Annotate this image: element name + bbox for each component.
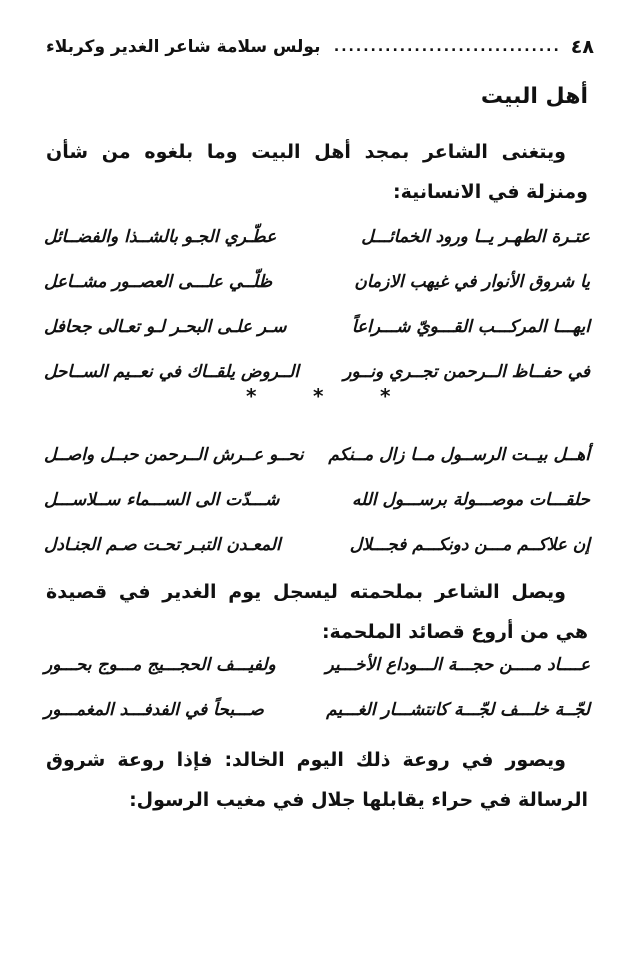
- section-heading: أهل البيت: [480, 84, 588, 109]
- verse-second-hemistich: ولفيـــف الحجـــيج مـــوج بحـــور: [44, 654, 276, 675]
- verse-first-hemistich: أهــل بيــت الرســول مــا زال مــنكم: [328, 444, 590, 465]
- verse-line: [44, 642, 590, 687]
- verse-second-hemistich: عطّـري الجـو بالشــذا والفضــائل: [44, 226, 277, 247]
- star-separator: [0, 384, 640, 410]
- verse-second-hemistich: ظلّــي علـــى العصــور مشــاعل: [44, 271, 273, 292]
- separator-star: *: [380, 384, 391, 408]
- verse-line: [44, 477, 590, 522]
- verse-second-hemistich: نحــو عــرش الــرحمن حبــل واصــل: [44, 444, 304, 465]
- paragraph-ghadir: [46, 572, 588, 652]
- paragraph-farewell: [46, 740, 588, 820]
- paragraph-intro: [46, 132, 588, 212]
- separator-star: *: [313, 384, 324, 408]
- verse-line: [44, 522, 590, 567]
- verse-second-hemistich: المعـدن التبـر تحـت صـم الجنـادل: [44, 534, 281, 555]
- verse-second-hemistich: الــروض يلقــاك في نعــيم الســاحل: [44, 361, 300, 382]
- verse-block-3: [44, 642, 590, 732]
- verse-line: [44, 304, 590, 349]
- verse-second-hemistich: سـر علـى البحـر لـو تعـالى جحافل: [44, 316, 287, 337]
- verse-first-hemistich: حلقـــات موصـــولة برســـول الله: [351, 489, 590, 510]
- page-header: [46, 30, 594, 64]
- page-number: ٤٨: [570, 36, 594, 58]
- verse-line: [44, 259, 590, 304]
- verse-second-hemistich: شـــدّت الى الســـماء ســلاســـل: [44, 489, 280, 510]
- verse-line: [44, 687, 590, 732]
- verse-block-2: [44, 432, 590, 567]
- header-leader-dots: ...............................: [333, 39, 561, 55]
- paragraph-text: ويصل الشاعر بملحمته ليسجل يوم الغدير في قصيدة هي من أروع قصائد الملحمة:: [46, 581, 588, 643]
- separator-star: *: [246, 384, 257, 408]
- paragraph-text: ويتغنى الشاعر بمجد أهل البيت وما بلغوه من شأن ومنزلة في الانسانية:: [46, 141, 588, 203]
- verse-first-hemistich: ايهـــا المركـــب القـــويّ شـــراعاً: [351, 316, 590, 337]
- verse-block-1: [44, 214, 590, 394]
- verse-first-hemistich: في حفــاظ الــرحمن تجــري ونــور: [343, 361, 590, 382]
- verse-first-hemistich: عتـرة الطهـر يــا ورود الخمائـــل: [361, 226, 590, 247]
- verse-line: [44, 432, 590, 477]
- paragraph-text: ويصور في روعة ذلك اليوم الخالد: فإذا روعة شروق الرسالة في حراء يقابلها جلال في مغيب الرسول:: [46, 749, 588, 811]
- verse-first-hemistich: يا شروق الأنوار في غيهب الازمان: [354, 271, 590, 292]
- verse-first-hemistich: عــــاد مــــن حجـــة الـــوداع الأخـــير: [325, 654, 590, 675]
- verse-line: [44, 214, 590, 259]
- running-title: بولس سلامة شاعر الغدير وكربلاء: [46, 37, 321, 57]
- verse-second-hemistich: صـــبحاً في الفدفـــد المغمـــور: [44, 699, 264, 720]
- verse-first-hemistich: لجّــة خلـــف لجّـــة كانتشـــار الغـــيم: [326, 699, 590, 720]
- verse-first-hemistich: إن علاكــم مـــن دونكـــم فجـــلال: [349, 534, 590, 555]
